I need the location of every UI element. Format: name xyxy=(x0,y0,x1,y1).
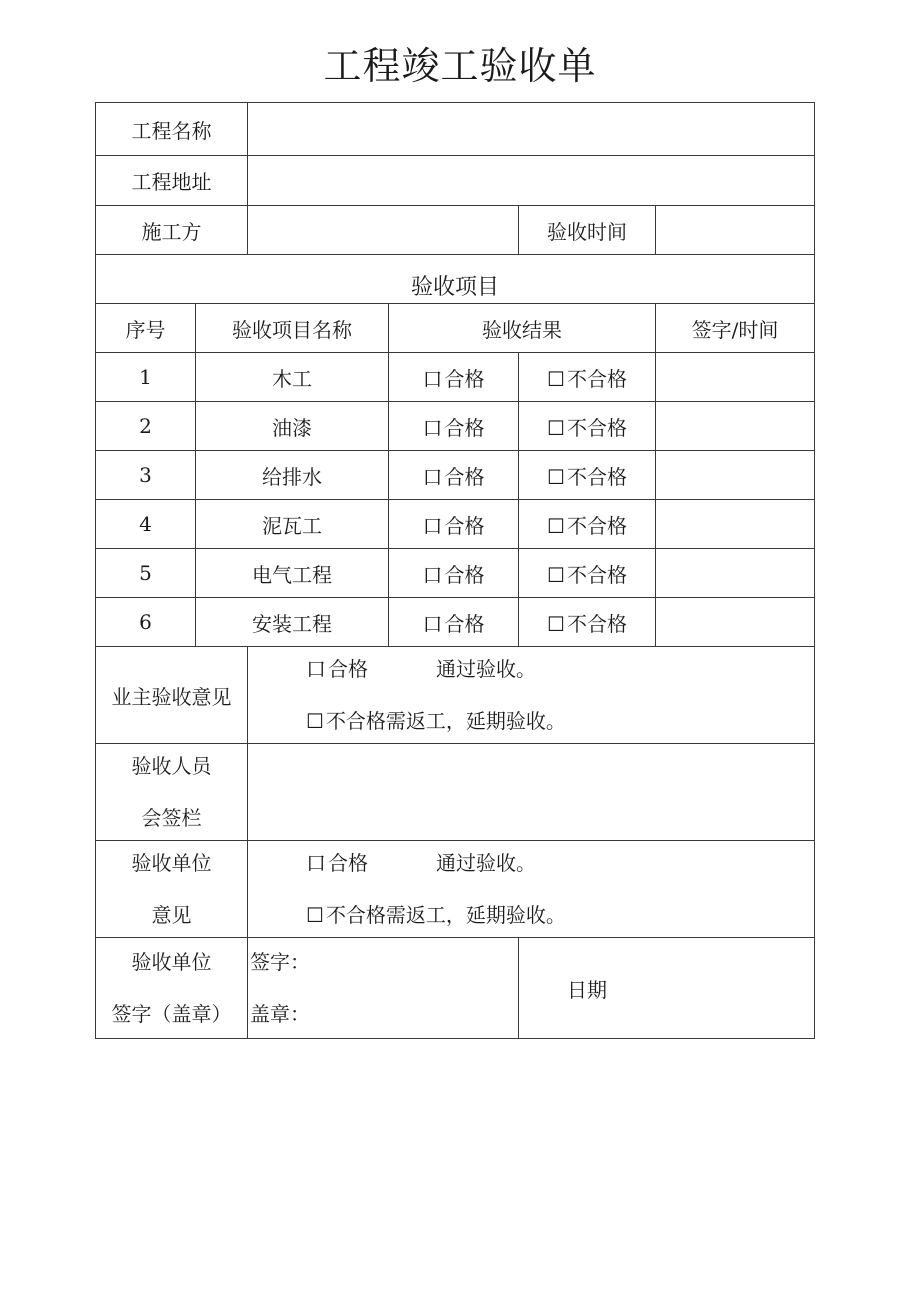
pass-checkbox[interactable]: 口 xyxy=(422,611,443,636)
item-fail-option[interactable] xyxy=(519,402,656,451)
acceptance-form-table xyxy=(95,102,815,1039)
item-row xyxy=(96,549,815,598)
pass-checkbox[interactable]: 口 xyxy=(422,415,443,440)
item-pass-option[interactable] xyxy=(389,500,519,549)
pass-label: 合格 xyxy=(444,366,485,391)
item-sign-time-field[interactable] xyxy=(656,500,815,549)
unit-signature-row xyxy=(96,938,815,1039)
column-header-result: 验收结果 xyxy=(389,304,656,353)
item-fail-option[interactable] xyxy=(519,353,656,402)
fail-checkbox[interactable]: ☐ xyxy=(547,611,565,636)
item-sign-time-field[interactable] xyxy=(656,402,815,451)
item-row xyxy=(96,598,815,647)
item-row xyxy=(96,451,815,500)
fail-label: 不合格 xyxy=(566,366,627,391)
pass-label: 合格 xyxy=(444,415,485,440)
owner-opinion-row xyxy=(96,647,815,744)
contractor-field[interactable] xyxy=(248,206,519,255)
fail-checkbox[interactable]: ☐ xyxy=(547,513,565,538)
item-pass-option[interactable] xyxy=(389,549,519,598)
item-no: 4 xyxy=(96,500,196,549)
project-address-label: 工程地址 xyxy=(96,156,248,206)
project-address-row xyxy=(96,156,815,206)
item-pass-option[interactable] xyxy=(389,598,519,647)
owner-opinion-label: 业主验收意见 xyxy=(96,647,248,744)
item-fail-option[interactable] xyxy=(519,451,656,500)
fail-label: 不合格 xyxy=(566,611,627,636)
unit-opinion-label-line1: 验收单位 xyxy=(131,851,212,875)
item-sign-time-field[interactable] xyxy=(656,451,815,500)
pass-label: 合格 xyxy=(444,611,485,636)
owner-opinion-options xyxy=(248,647,815,744)
pass-checkbox[interactable]: 口 xyxy=(422,366,443,391)
owner-pass-label: 合格 xyxy=(328,657,368,681)
item-fail-option[interactable] xyxy=(519,549,656,598)
sign-label: 签字： xyxy=(250,950,310,974)
fail-label: 不合格 xyxy=(566,464,627,489)
item-pass-option[interactable] xyxy=(389,402,519,451)
owner-fail-option[interactable] xyxy=(248,708,814,734)
pass-label: 合格 xyxy=(444,562,485,587)
item-no: 1 xyxy=(96,353,196,402)
unit-opinion-options xyxy=(248,841,815,938)
contractor-label: 施工方 xyxy=(96,206,248,255)
item-row xyxy=(96,402,815,451)
owner-fail-label: 不合格需返工，延期验收。 xyxy=(325,709,566,733)
item-name: 泥瓦工 xyxy=(196,500,389,549)
inspectors-label xyxy=(96,744,248,841)
unit-fail-checkbox[interactable]: ☐ xyxy=(306,903,324,927)
unit-pass-option[interactable] xyxy=(248,850,814,876)
item-pass-option[interactable] xyxy=(389,353,519,402)
project-name-row xyxy=(96,103,815,156)
item-name: 安装工程 xyxy=(196,598,389,647)
unit-date-field[interactable] xyxy=(519,938,815,1039)
pass-label: 合格 xyxy=(444,464,485,489)
unit-signature-field[interactable] xyxy=(248,938,519,1039)
inspectors-row xyxy=(96,744,815,841)
fail-label: 不合格 xyxy=(566,562,627,587)
fail-label: 不合格 xyxy=(566,513,627,538)
pass-label: 合格 xyxy=(444,513,485,538)
acceptance-time-label: 验收时间 xyxy=(519,206,656,255)
unit-pass-label: 合格 xyxy=(328,851,368,875)
items-header-row xyxy=(96,304,815,353)
column-header-name: 验收项目名称 xyxy=(196,304,389,353)
item-fail-option[interactable] xyxy=(519,598,656,647)
pass-checkbox[interactable]: 口 xyxy=(422,464,443,489)
item-no: 2 xyxy=(96,402,196,451)
fail-checkbox[interactable]: ☐ xyxy=(547,366,565,391)
inspectors-label-line2: 会签栏 xyxy=(141,806,202,830)
item-sign-time-field[interactable] xyxy=(656,598,815,647)
unit-fail-label: 不合格需返工，延期验收。 xyxy=(325,903,566,927)
fail-label: 不合格 xyxy=(566,415,627,440)
item-name: 电气工程 xyxy=(196,549,389,598)
contractor-row xyxy=(96,206,815,255)
acceptance-time-field[interactable] xyxy=(656,206,815,255)
date-label: 日期 xyxy=(567,977,607,1002)
unit-signature-label-line1: 验收单位 xyxy=(131,950,212,974)
pass-checkbox[interactable]: 口 xyxy=(422,562,443,587)
unit-pass-checkbox[interactable]: 口 xyxy=(306,851,326,875)
item-row xyxy=(96,353,815,402)
owner-fail-checkbox[interactable]: ☐ xyxy=(306,709,324,733)
fail-checkbox[interactable]: ☐ xyxy=(547,415,565,440)
column-header-sign-time: 签字/时间 xyxy=(656,304,815,353)
item-no: 3 xyxy=(96,451,196,500)
project-address-field[interactable] xyxy=(248,156,815,206)
item-name: 油漆 xyxy=(196,402,389,451)
unit-fail-option[interactable] xyxy=(248,902,814,928)
fail-checkbox[interactable]: ☐ xyxy=(547,562,565,587)
project-name-field[interactable] xyxy=(248,103,815,156)
unit-opinion-label xyxy=(96,841,248,938)
item-name: 木工 xyxy=(196,353,389,402)
item-fail-option[interactable] xyxy=(519,500,656,549)
unit-signature-label-line2: 签字（盖章） xyxy=(111,1002,232,1026)
item-sign-time-field[interactable] xyxy=(656,549,815,598)
item-no: 5 xyxy=(96,549,196,598)
items-heading-row xyxy=(96,255,815,304)
column-header-no: 序号 xyxy=(96,304,196,353)
project-name-label: 工程名称 xyxy=(96,103,248,156)
items-section-heading: 验收项目 xyxy=(96,255,815,304)
pass-checkbox[interactable]: 口 xyxy=(422,513,443,538)
owner-pass-note: 通过验收。 xyxy=(436,657,536,681)
item-pass-option[interactable] xyxy=(389,451,519,500)
inspectors-label-line1: 验收人员 xyxy=(131,754,212,778)
unit-signature-label xyxy=(96,938,248,1039)
unit-pass-note: 通过验收。 xyxy=(436,851,536,875)
unit-opinion-label-line2: 意见 xyxy=(151,903,192,927)
seal-label: 盖章： xyxy=(250,1002,310,1026)
fail-checkbox[interactable]: ☐ xyxy=(547,464,565,489)
item-name: 给排水 xyxy=(196,451,389,500)
owner-pass-option[interactable] xyxy=(248,656,814,682)
inspectors-signature-field[interactable] xyxy=(248,744,815,841)
item-no: 6 xyxy=(96,598,196,647)
unit-opinion-row xyxy=(96,841,815,938)
item-row xyxy=(96,500,815,549)
owner-pass-checkbox[interactable]: 口 xyxy=(306,657,326,681)
document-title: 工程竣工验收单 xyxy=(323,44,597,88)
item-sign-time-field[interactable] xyxy=(656,353,815,402)
